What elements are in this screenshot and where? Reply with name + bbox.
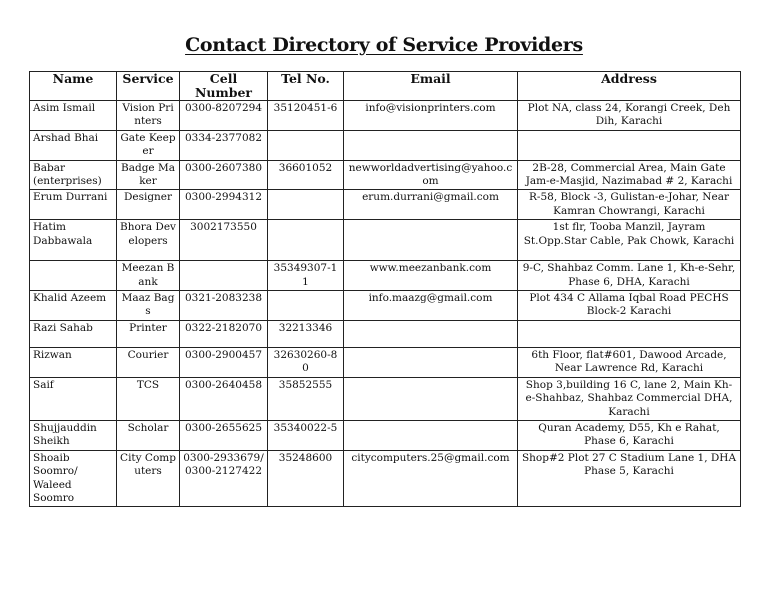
table-row [30,377,741,420]
cell-email [344,377,518,420]
cell-email: info@visionprinters.com [344,101,518,131]
cell-email [344,220,518,261]
table-row [30,420,741,450]
table-row [30,160,741,190]
cell-cell-number: 0322-2182070 [180,320,268,347]
cell-address: 6th Floor, flat#601, Dawood Arcade, Near Lawrence Rd, Karachi [518,347,741,377]
cell-tel-no [268,190,344,220]
cell-address: Plot NA, class 24, Korangi Creek, Deh Dih, Karachi [518,101,741,131]
cell-email: newworldadvertising@yahoo.com [344,160,518,190]
cell-tel-no [268,291,344,321]
cell-email [344,320,518,347]
cell-address: 2B-28, Commercial Area, Main Gate Jam-e-Masjid, Nazimabad # 2, Karachi [518,160,741,190]
cell-email: citycomputers.25@gmail.com [344,450,518,507]
cell-email [344,347,518,377]
cell-email: info.maazg@gmail.com [344,291,518,321]
cell-name: Razi Sahab [30,320,117,347]
cell-email: erum.durrani@gmail.com [344,190,518,220]
cell-service: Maaz Bags [117,291,180,321]
column-header-address: Address [518,72,741,101]
cell-address: 9-C, Shahbaz Comm. Lane 1, Kh-e-Sehr, Phase 6, DHA, Karachi [518,261,741,291]
cell-service: TCS [117,377,180,420]
cell-name: Arshad Bhai [30,130,117,160]
cell-service: Gate Keeper [117,130,180,160]
cell-cell-number: 0300-2900457 [180,347,268,377]
cell-address: Quran Academy, D55, Kh e Rahat, Phase 6, Karachi [518,420,741,450]
cell-service: Meezan Bank [117,261,180,291]
table-row [30,190,741,220]
contact-directory-table [29,71,741,507]
cell-tel-no: 35120451-6 [268,101,344,131]
table-row [30,220,741,261]
table-row [30,347,741,377]
cell-tel-no: 32630260-80 [268,347,344,377]
column-header-email: Email [344,72,518,101]
cell-name: Shujjauddin Sheikh [30,420,117,450]
cell-tel-no: 35248600 [268,450,344,507]
cell-email: www.meezanbank.com [344,261,518,291]
cell-cell-number: 0300-2607380 [180,160,268,190]
cell-cell-number: 0300-2994312 [180,190,268,220]
cell-tel-no: 35349307-11 [268,261,344,291]
cell-name: Shoaib Soomro/ Waleed Soomro [30,450,117,507]
cell-name: Rizwan [30,347,117,377]
cell-cell-number [180,261,268,291]
column-header-tel-no: Tel No. [268,72,344,101]
cell-name: Khalid Azeem [30,291,117,321]
table-row [30,291,741,321]
cell-cell-number: 0300-2640458 [180,377,268,420]
cell-address [518,130,741,160]
cell-service: Badge Maker [117,160,180,190]
table-row [30,320,741,347]
cell-name: Hatim Dabbawala [30,220,117,261]
cell-address: R-58, Block -3, Gulistan-e-Johar, Near Kamran Chowrangi, Karachi [518,190,741,220]
cell-cell-number: 0321-2083238 [180,291,268,321]
page-title: Contact Directory of Service Providers [185,34,583,56]
cell-cell-number: 3002173550 [180,220,268,261]
column-header-name: Name [30,72,117,101]
cell-email [344,130,518,160]
cell-name: Erum Durrani [30,190,117,220]
table-row [30,450,741,507]
cell-cell-number: 0334-2377082 [180,130,268,160]
cell-address: Shop 3,building 16 C, lane 2, Main Kh-e-Shahbaz, Shahbaz Commercial DHA, Karachi [518,377,741,420]
cell-cell-number: 0300-8207294 [180,101,268,131]
table-header-row [30,72,741,101]
cell-tel-no: 36601052 [268,160,344,190]
cell-service: Scholar [117,420,180,450]
cell-tel-no [268,220,344,261]
cell-service: City Computers [117,450,180,507]
cell-service: Bhora Developers [117,220,180,261]
cell-name: Asim Ismail [30,101,117,131]
cell-address: Shop#2 Plot 27 C Stadium Lane 1, DHA Phase 5, Karachi [518,450,741,507]
table-row [30,101,741,131]
cell-address [518,320,741,347]
cell-address: 1st flr, Tooba Manzil, Jayram St.Opp.Star Cable, Pak Chowk, Karachi [518,220,741,261]
cell-tel-no: 35852555 [268,377,344,420]
cell-service: Vision Printers [117,101,180,131]
cell-tel-no: 32213346 [268,320,344,347]
cell-name [30,261,117,291]
table-row [30,130,741,160]
cell-name: Saif [30,377,117,420]
cell-cell-number: 0300-2655625 [180,420,268,450]
cell-service: Printer [117,320,180,347]
cell-name: Babar (enterprises) [30,160,117,190]
cell-cell-number: 0300-2933679/ 0300-2127422 [180,450,268,507]
cell-address: Plot 434 C Allama Iqbal Road PECHS Block-2 Karachi [518,291,741,321]
cell-service: Courier [117,347,180,377]
cell-email [344,420,518,450]
column-header-service: Service [117,72,180,101]
cell-tel-no [268,130,344,160]
cell-tel-no: 35340022-5 [268,420,344,450]
column-header-cell-number: Cell Number [180,72,268,101]
cell-service: Designer [117,190,180,220]
table-row [30,261,741,291]
